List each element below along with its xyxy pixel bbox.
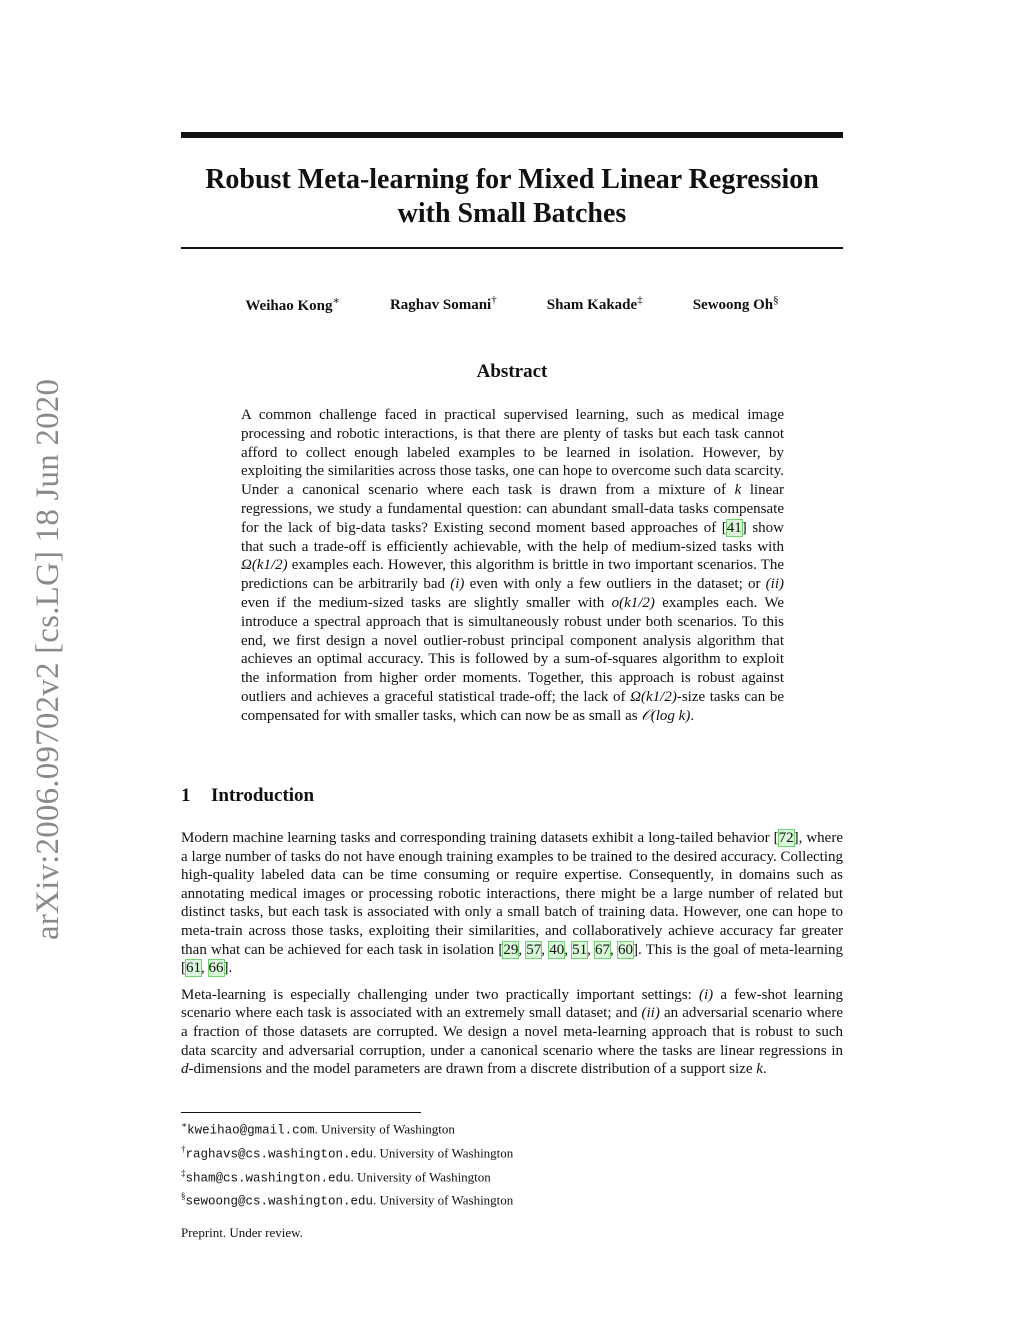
footnote-affiliation: . University of Washington bbox=[314, 1121, 455, 1137]
email-link[interactable]: raghavs@cs.washington.edu bbox=[185, 1147, 374, 1162]
citation-link[interactable]: 29 bbox=[503, 941, 519, 958]
title-rule-top bbox=[181, 132, 843, 138]
footnote-affiliation: . University of Washington bbox=[373, 1192, 514, 1208]
abstract-text: A common challenge faced in practical supervised learning, such as medical image processing and robotic interactions, is that there are plenty of tasks but each task cannot afford to collect enough labeled examples to be learned in isolation. However, by exploiting the similarities across those tasks, one can hope to overcome such data scarcity. Under a canonical scenario where each task is drawn from a mixture of k linear regressions, we study a fundamental question: can abundant small-data tasks compensate for the lack of big-data tasks? Existing second moment based approaches of [41] show that such a trade-off is efficiently achievable, with the help of medium-sized tasks with Ω(k1/2) examples each. However, this algorithm is brittle in two important scenarios. The predictions can be arbitrarily bad (i) even with only a few outliers in the dataset; or (ii) even if the medium-sized tasks are slightly smaller with o(k1/2) examples each. We introduce a spectral approach that is simultaneously robust under both scenarios. To this end, we first design a novel outlier-robust principal component analysis algorithm that achieves an optimal accuracy. This is followed by a sum-of-squares algorithm to exploit the information from higher order moments. Together, this approach is robust against outliers and achieves a graceful statistical trade-off; the lack of Ω(k1/2)-size tasks can be compensated for with smaller tasks, which can now be as small as 𝒪(log k). bbox=[241, 407, 785, 724]
text-segment: ]. This is the goal of meta-learning [ bbox=[181, 941, 844, 977]
math-expression: 𝒪(log k) bbox=[641, 707, 691, 724]
arxiv-identifier: arXiv:2006.09702v2 [cs.LG] 18 Jun 2020 bbox=[30, 378, 66, 940]
author-name: Raghav Somani bbox=[389, 297, 492, 313]
abstract-segment: . bbox=[690, 707, 695, 724]
section-heading bbox=[181, 785, 314, 807]
section-number: 1 bbox=[181, 785, 191, 806]
footnote-affiliation: . University of Washington bbox=[373, 1145, 514, 1161]
text-segment: an adversarial scenario where a fraction of those datasets are corrupted. We design a novel meta-learning approach that is robust to such data scarcity and adversarial corruption, under a canonical scenario where the tasks are linear regressions in bbox=[181, 1005, 843, 1059]
math-d: d bbox=[181, 1061, 189, 1078]
footnote bbox=[181, 1187, 513, 1211]
math-ii: (ii) bbox=[765, 576, 784, 593]
abstract-segment: even if the medium-sized tasks are slightly smaller with bbox=[241, 594, 612, 611]
footnote-affiliation: . University of Washington bbox=[350, 1168, 491, 1184]
footnote bbox=[181, 1164, 513, 1188]
math-expression: o(k1/2) bbox=[611, 594, 655, 611]
abstract-segment: show that such a trade-off is efficiently achievable, with the help of medium-sized tasks with bbox=[241, 519, 784, 555]
citation-link[interactable]: 72 bbox=[778, 830, 794, 846]
abstract-segment: even with only a few outliers in the dataset; or bbox=[464, 576, 766, 593]
citation-link[interactable]: 41 bbox=[726, 519, 742, 536]
abstract-segment: -size tasks can be compensated for with smaller tasks, which can now be as small as bbox=[241, 688, 784, 724]
author-3 bbox=[547, 294, 643, 315]
math-k: k bbox=[734, 482, 742, 499]
math-i: (i) bbox=[450, 576, 465, 593]
author-name: Weihao Kong bbox=[245, 298, 333, 314]
email-link[interactable]: sham@cs.washington.edu bbox=[185, 1170, 351, 1185]
footnote-mark: ∗ bbox=[181, 1120, 188, 1130]
footnotes bbox=[181, 1116, 513, 1211]
footnote-mark: ‡ bbox=[181, 1167, 186, 1178]
author-4 bbox=[693, 294, 779, 315]
abstract-segment: A common challenge faced in practical supervised learning, such as medical image processing and robotic interactions, is that there are plenty of tasks but each task cannot afford to collect enough labeled examples to be learned in isolation. However, by exploiting the similarities across those tasks, one can hope to overcome such data scarcity. Under a canonical scenario where each task is drawn from a mixture of bbox=[241, 407, 784, 499]
citation-link[interactable]: 40 bbox=[549, 941, 565, 958]
abstract-segment: linear regressions, we study a fundamental question: can abundant small-data tasks compensate for the lack of big-data tasks? Existing second moment based approaches of bbox=[241, 482, 784, 536]
text-segment: a few-shot learning scenario where each task is associated with an extremely small dataset; and bbox=[181, 986, 843, 1022]
footnote-mark: § bbox=[181, 1191, 186, 1202]
math-expression: Ω(k1/2) bbox=[630, 688, 677, 705]
author-1 bbox=[245, 294, 340, 315]
text-segment: -dimensions and the model parameters are drawn from a discrete distribution of a support size bbox=[188, 1061, 757, 1078]
author-mark: ∗ bbox=[332, 295, 340, 307]
author-name: Sham Kakade bbox=[546, 297, 638, 313]
citation-link[interactable]: 51 bbox=[572, 941, 588, 958]
math-k: k bbox=[756, 1061, 763, 1078]
abstract-heading: Abstract bbox=[476, 361, 548, 382]
footnote-mark: † bbox=[181, 1143, 186, 1154]
author-mark: § bbox=[773, 294, 779, 306]
title-rule-bottom bbox=[181, 247, 843, 249]
author-2 bbox=[390, 294, 497, 315]
math-ii: (ii) bbox=[641, 1005, 660, 1022]
footnote-rule bbox=[181, 1112, 421, 1113]
citation-link[interactable]: 60 bbox=[617, 941, 633, 958]
paper-title: Robust Meta-learning for Mixed Linear Regression with Small Batches bbox=[205, 164, 819, 229]
paragraph: Modern machine learning tasks and corresponding training datasets exhibit a long-tailed behavior [72], where a large number of tasks do not have enough training examples to be trained to the desired accuracy. Collecting high-quality labeled data can be time consuming or require expertise. Consequently, in domains such as annotating medical images or processing robotic interactions, there might be a large number of related but distinct tasks, but each task is associated with only a small batch of training data. However, one can hope to meta-train across those tasks, exploiting their similarities, and collaboratively achieve accuracy far greater than what can be achieved for each task in isolation [29, 57, 40, 51, 67, 60]. This is the goal of meta-learning [61, 66]. bbox=[181, 830, 844, 977]
footnote bbox=[181, 1116, 513, 1140]
text-segment: Meta-learning is especially challenging under two practically important settings: bbox=[181, 986, 699, 1003]
abstract-segment: examples each. However, this algorithm is brittle in two important scenarios. The predictions can be arbitrarily bad bbox=[241, 557, 784, 593]
citation-link[interactable]: 57 bbox=[526, 941, 542, 958]
author-name: Sewoong Oh bbox=[692, 297, 774, 313]
section-title: Introduction bbox=[211, 785, 315, 806]
footnote bbox=[181, 1140, 513, 1164]
email-link[interactable]: sewoong@cs.washington.edu bbox=[185, 1194, 374, 1209]
preprint-note: Preprint. Under review. bbox=[181, 1225, 303, 1240]
abstract-segment: examples each. We introduce a spectral approach that is simultaneously robust under both scenarios. To this end, we first design a novel outlier-robust principal component analysis algorithm that achieves an optimal accuracy. This is followed by a sum-of-squares algorithm to exploit the information from higher order moments. Together, this approach is robust against outliers and achieves a graceful statistical trade-off; the lack of bbox=[241, 594, 785, 705]
citation-link[interactable]: 67 bbox=[595, 941, 611, 958]
text-segment: ], where a large number of tasks do not have enough training examples to be trained to the desired accuracy. Collecting high-quality labeled data can be time consuming or require expertise. Consequently, in domains such as annotating medical images or processing robotic interactions, there might be a large number of related but distinct tasks, but each task is associated with only a small batch of training data. However, one can hope to meta-train across those tasks, exploiting their similarities, and collaboratively achieve accuracy far greater than what can be achieved for each task in isolation [ bbox=[181, 830, 843, 958]
citation-link[interactable]: 66 bbox=[208, 960, 224, 977]
text-segment: . bbox=[762, 1061, 767, 1078]
citation-link[interactable]: 61 bbox=[186, 960, 201, 977]
math-expression: Ω(k1/2) bbox=[241, 557, 288, 574]
author-mark: ‡ bbox=[637, 294, 643, 306]
paragraph bbox=[181, 986, 843, 1079]
text-segment: ]. bbox=[223, 960, 233, 977]
text-segment: Modern machine learning tasks and corresponding training datasets exhibit a long-tailed behavior [ bbox=[181, 830, 779, 846]
introduction-body bbox=[181, 829, 843, 1087]
math-i: (i) bbox=[698, 986, 714, 1003]
author-mark: † bbox=[491, 294, 497, 306]
email-link[interactable]: kweihao@gmail.com bbox=[187, 1123, 315, 1138]
author-list bbox=[181, 294, 843, 315]
